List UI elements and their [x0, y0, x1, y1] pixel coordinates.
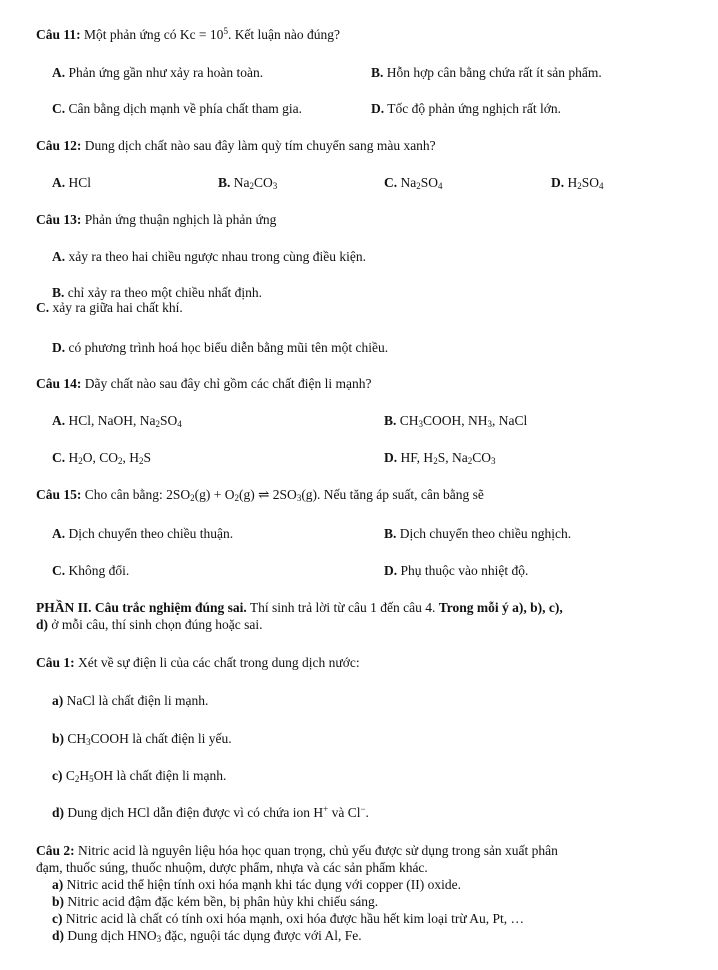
option-text: Dịch chuyển theo chiều thuận.	[65, 526, 234, 541]
option-text: HCl	[65, 175, 92, 190]
statement-text: .	[365, 805, 369, 820]
option-label: A.	[52, 413, 66, 428]
formula: CO	[254, 175, 273, 190]
option-b	[218, 175, 277, 191]
statement-label: d)	[52, 928, 65, 943]
superscript: 5	[223, 26, 228, 36]
statement-text: đặc, nguội tác dụng được với Al, Fe.	[161, 928, 362, 943]
question-text: Dãy chất nào sau đây chỉ gồm các chất điện li mạnh?	[81, 376, 372, 391]
superscript: −	[360, 804, 366, 814]
statement-label: b)	[52, 731, 65, 746]
statement-b	[52, 894, 378, 910]
option-label: C.	[384, 175, 398, 190]
subscript: 2	[467, 456, 473, 466]
formula: SO	[420, 175, 439, 190]
question-text: Nitric acid là nguyên liệu hóa học quan trọng, chủ yếu được sử dụng trong sản xuất phân	[74, 843, 558, 858]
formula: Na	[230, 175, 250, 190]
option-label: B.	[384, 413, 397, 428]
subscript: 2	[433, 456, 438, 466]
subscript: 2	[249, 181, 255, 191]
statement-text: Dung dịch HCl dẫn điện được vì có chứa ion H	[64, 805, 324, 820]
part2-question-1-stem	[36, 655, 360, 671]
option-text: Tốc độ phản ứng nghịch rất lớn.	[384, 101, 562, 116]
formula: SO	[160, 413, 178, 428]
statement-label: a)	[52, 877, 64, 892]
subscript: 3	[296, 493, 302, 503]
question-11-stem	[36, 27, 340, 43]
subscript: 2	[234, 493, 239, 503]
statement-text: CH	[64, 731, 87, 746]
subscript: 2	[78, 456, 83, 466]
section-title: PHẦN II. Câu trắc nghiệm đúng sai.	[36, 600, 247, 615]
option-c	[384, 175, 443, 191]
option-a	[52, 413, 182, 429]
statement-label: b)	[52, 894, 65, 909]
formula: (g) ⇌ 2SO	[239, 487, 297, 502]
option-label: C.	[52, 563, 66, 578]
formula: H	[564, 175, 578, 190]
question-13-stem	[36, 212, 276, 228]
formula: CH	[396, 413, 419, 428]
option-label: A.	[52, 65, 66, 80]
option-d	[551, 175, 604, 191]
option-d	[384, 563, 528, 579]
formula: , NaCl	[492, 413, 528, 428]
question-label: Câu 12:	[36, 138, 82, 153]
question-label: Câu 1:	[36, 655, 75, 670]
section-heading	[36, 600, 563, 616]
subscript: 3	[86, 737, 91, 747]
option-a	[52, 249, 366, 265]
question-label: Câu 2:	[36, 843, 75, 858]
option-b	[52, 285, 262, 301]
option-label: C.	[52, 450, 66, 465]
question-text: . Kết luận nào đúng?	[227, 27, 341, 42]
subscript: 4	[438, 181, 443, 191]
section-intro-bold: Trong mỗi ý a), b), c),	[438, 600, 563, 615]
option-label: A.	[52, 526, 66, 541]
option-d	[371, 101, 561, 117]
section-intro-bold: d)	[36, 617, 49, 632]
formula: SO	[581, 175, 600, 190]
option-label: B.	[218, 175, 231, 190]
option-text: Phản ứng gần như xảy ra hoàn toàn.	[65, 65, 264, 80]
option-c	[52, 101, 302, 117]
option-d	[52, 340, 388, 356]
part2-question-2-stem-line2	[36, 860, 428, 876]
option-label: C.	[52, 101, 66, 116]
option-label: B.	[52, 285, 65, 300]
statement-b	[52, 731, 232, 747]
question-label: Câu 13:	[36, 212, 82, 227]
statement-text: Nitric acid là chất có tính oxi hóa mạnh, oxi hóa được hầu hết kim loại trừ Au, Pt, …	[62, 911, 525, 926]
formula: Cho cân bằng: 2SO	[81, 487, 191, 502]
statement-text: C	[62, 768, 75, 783]
section-heading-line2	[36, 617, 263, 633]
formula: CO	[472, 450, 491, 465]
option-d	[384, 450, 495, 466]
option-text: có phương trình hoá học biểu diễn bằng mũi tên một chiều.	[65, 340, 389, 355]
statement-text: OH là chất điện li mạnh.	[93, 768, 227, 783]
subscript: 2	[190, 493, 195, 503]
statement-label: c)	[52, 768, 63, 783]
subscript: 3	[418, 419, 424, 429]
statement-label: d)	[52, 805, 65, 820]
formula: S	[143, 450, 152, 465]
statement-a	[52, 877, 461, 893]
question-text: Một phản ứng có Kc = 10	[80, 27, 224, 42]
statement-text: Dung dịch HNO	[64, 928, 157, 943]
formula: H	[65, 450, 79, 465]
option-text: Không đổi.	[65, 563, 130, 578]
statement-label: a)	[52, 693, 64, 708]
formula: S, Na	[437, 450, 468, 465]
option-c	[52, 450, 151, 466]
question-label: Câu 15:	[36, 487, 82, 502]
option-b	[371, 65, 602, 81]
option-c	[36, 300, 183, 316]
formula: (g) + O	[194, 487, 235, 502]
subscript: 2	[74, 774, 80, 784]
question-12-stem	[36, 138, 436, 154]
question-label: Câu 11:	[36, 27, 81, 42]
formula: HCl, NaOH, Na	[65, 413, 156, 428]
subscript: 2	[416, 181, 421, 191]
question-14-stem	[36, 376, 372, 392]
part2-question-2-stem	[36, 843, 558, 859]
statement-c	[52, 768, 226, 784]
option-label: D.	[551, 175, 565, 190]
option-a	[52, 526, 233, 542]
subscript: 3	[156, 934, 162, 944]
option-text: Cân bằng dịch mạnh về phía chất tham gia.	[65, 101, 303, 116]
option-text: xảy ra theo hai chiều ngược nhau trong cùng điều kiện.	[65, 249, 366, 264]
statement-text: Nitric acid thể hiện tính oxi hóa mạnh khi tác dụng với copper (II) oxide.	[63, 877, 462, 892]
formula: HF, H	[397, 450, 434, 465]
section-intro: ở mỗi câu, thí sinh chọn đúng hoặc sai.	[48, 617, 263, 632]
statement-text: và Cl	[328, 805, 361, 820]
option-text: Hỗn hợp cân bằng chứa rất ít sản phẩm.	[383, 65, 602, 80]
option-label: D.	[52, 340, 66, 355]
question-15-stem	[36, 487, 484, 503]
subscript: 3	[490, 456, 496, 466]
statement-text: Nitric acid đậm đặc kém bền, bị phân hủy khi chiếu sáng.	[64, 894, 379, 909]
subscript: 2	[118, 456, 123, 466]
option-label: A.	[52, 249, 66, 264]
statement-text: COOH là chất điện li yếu.	[90, 731, 232, 746]
question-text: Dung dịch chất nào sau đây làm quỳ tím chuyển sang màu xanh?	[81, 138, 436, 153]
superscript: +	[323, 804, 329, 814]
formula: COOH, NH	[423, 413, 488, 428]
option-a	[52, 65, 263, 81]
option-b	[384, 413, 527, 429]
subscript: 2	[139, 456, 144, 466]
statement-d	[52, 805, 369, 821]
subscript: 3	[272, 181, 278, 191]
section-intro: Thí sinh trả lời từ câu 1 đến câu 4.	[246, 600, 439, 615]
formula: Na	[397, 175, 417, 190]
subscript: 5	[89, 774, 94, 784]
option-a	[52, 175, 91, 191]
option-label: D.	[371, 101, 385, 116]
option-label: B.	[384, 526, 397, 541]
option-label: D.	[384, 450, 398, 465]
formula: , H	[122, 450, 140, 465]
statement-text: H	[79, 768, 90, 783]
subscript: 4	[177, 419, 182, 429]
question-label: Câu 14:	[36, 376, 82, 391]
question-text: đạm, thuốc súng, thuốc nhuộm, dược phẩm, nhựa và các sản phẩm khác.	[36, 860, 428, 875]
question-text: Phản ứng thuận nghịch là phản ứng	[81, 212, 277, 227]
statement-label: c)	[52, 911, 63, 926]
question-text: Xét về sự điện li của các chất trong dung dịch nước:	[74, 655, 360, 670]
statement-text: NaCl là chất điện li mạnh.	[63, 693, 209, 708]
option-text: Phụ thuộc vào nhiệt độ.	[397, 563, 529, 578]
question-text: (g). Nếu tăng áp suất, cân bằng sẽ	[301, 487, 484, 502]
option-text: chỉ xảy ra theo một chiều nhất định.	[64, 285, 262, 300]
option-label: D.	[384, 563, 398, 578]
subscript: 2	[155, 419, 160, 429]
statement-d	[52, 928, 362, 944]
option-c	[52, 563, 129, 579]
statement-a	[52, 693, 208, 709]
option-b	[384, 526, 571, 542]
option-label: B.	[371, 65, 384, 80]
subscript: 4	[599, 181, 604, 191]
statement-c	[52, 911, 524, 927]
option-label: A.	[52, 175, 66, 190]
formula: O, CO	[82, 450, 119, 465]
option-text: xảy ra giữa hai chất khí.	[49, 300, 183, 315]
option-label: C.	[36, 300, 50, 315]
option-text: Dịch chuyển theo chiều nghịch.	[396, 526, 572, 541]
subscript: 2	[577, 181, 582, 191]
subscript: 3	[487, 419, 493, 429]
